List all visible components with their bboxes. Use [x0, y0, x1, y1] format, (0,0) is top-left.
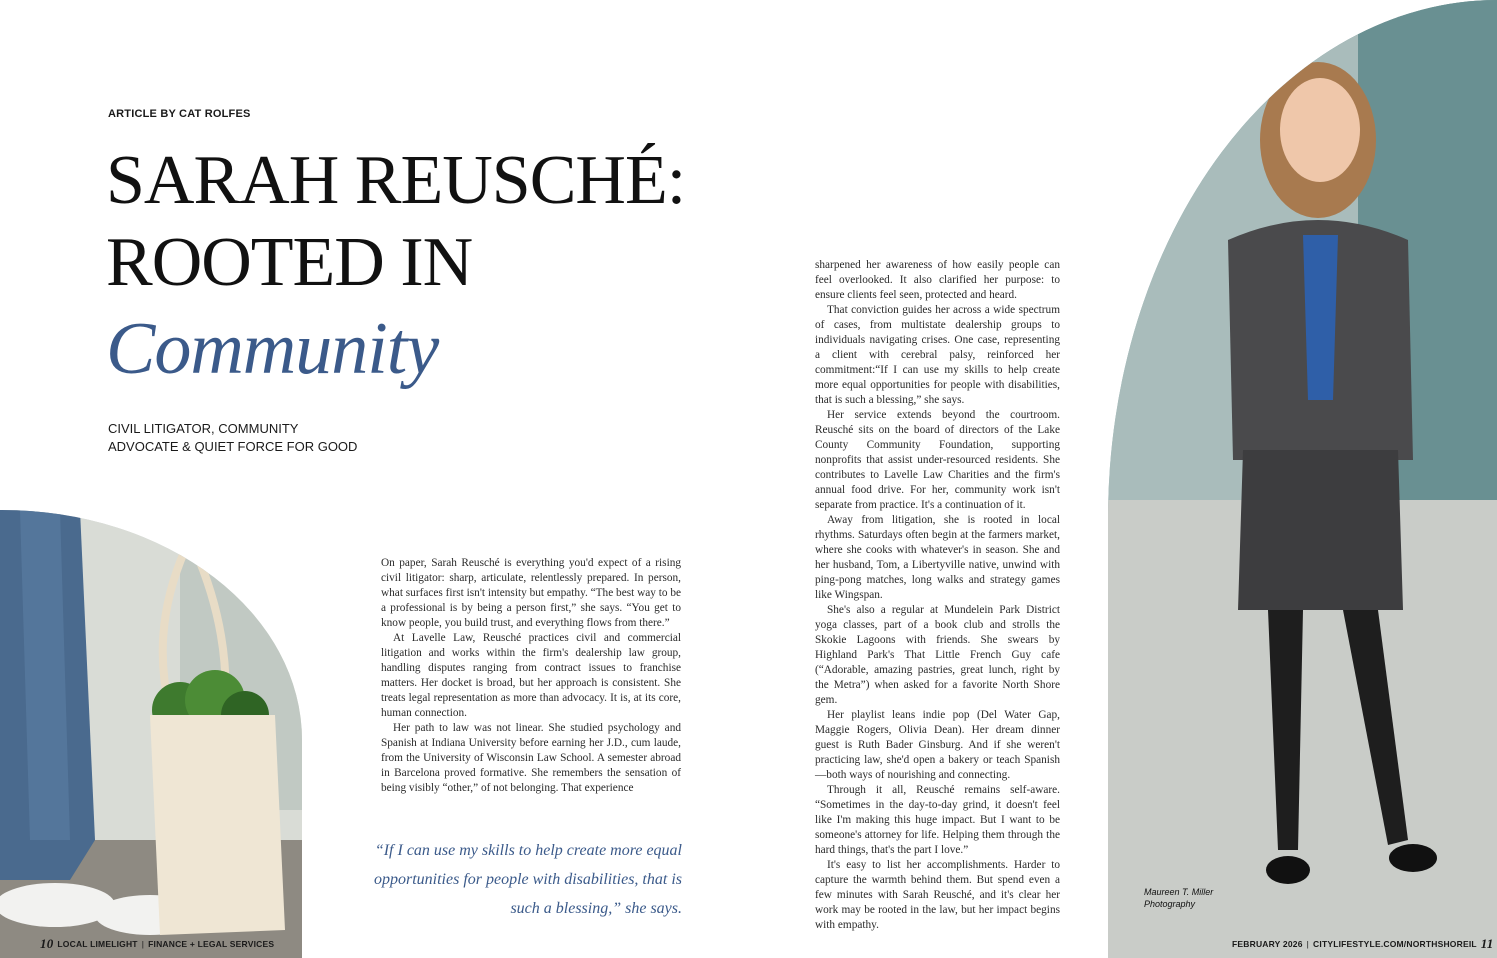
photo-credit	[1144, 886, 1213, 910]
headline-accent: Community	[106, 308, 439, 390]
tote-bag-photo	[0, 510, 302, 958]
body-paragraph: Through it all, Reusché remains self-aware. “Sometimes in the day-to-day grind, it doesn't feel like I'm making this huge impact. But I want to be someone's attorney for life. Helping them through the hard things, that's the part I love.”	[815, 784, 1060, 856]
portrait-illustration	[1108, 0, 1497, 958]
headline	[106, 140, 685, 394]
pull-quote: “If I can use my skills to help create more equal opportunities for people with disabilities, that is such a blessing,” she says.	[373, 842, 682, 917]
body-paragraph: On paper, Sarah Reusché is everything you'd expect of a rising civil litigator: sharp, articulate, relentlessly prepared. In person, what surfaces first isn't intensity but empathy. “The best way to be a professional is by being a person first,” she says. “You get to know people, you build trust, and everything flows from there.”	[381, 557, 681, 629]
deck-line-1: CIVIL LITIGATOR, COMMUNITY	[108, 421, 299, 436]
body-paragraph: sharpened her awareness of how easily people can feel overlooked. It also clarified her purpose: to ensure clients feel seen, protected and heard.	[815, 259, 1060, 301]
folio-category: FINANCE + LEGAL SERVICES	[148, 939, 275, 949]
headline-line-1: SARAH REUSCHÉ:	[106, 142, 686, 219]
deck-line-2: ADVOCATE & QUIET FORCE FOR GOOD	[108, 439, 358, 454]
body-column-2	[815, 258, 1060, 933]
tote-bag-illustration	[0, 510, 302, 958]
body-paragraph: Her service extends beyond the courtroom. Reusché sits on the board of directors of the Lake County Community Foundation, supporting nonprofits that assist under-resourced residents. She contributes to Lavelle Law Charities and the firm's annual food drive. For her, community work isn't separate from practice. It's a continuation of it.	[815, 409, 1060, 511]
folio-separator: |	[1306, 939, 1310, 949]
portrait-photo	[1108, 0, 1497, 958]
body-paragraph: At Lavelle Law, Reusché practices civil and commercial litigation and works within the firm's dealership law group, handling disputes ranging from contract issues to franchise matters. Her docket is broad, but her approach is consistent. She treats legal representation as more than advocacy. It is, at its core, human connection.	[381, 632, 681, 719]
body-paragraph: It's easy to list her accomplishments. Harder to capture the warmth behind them. But spend even a few minutes with Sarah Reusché, and it's clear her work may be rooted in the law, but her impact begins with empathy.	[815, 859, 1060, 931]
folio-left	[40, 936, 274, 952]
body-paragraph: She's also a regular at Mundelein Park District yoga classes, part of a book club and strolls the Skokie Lagoons with friends. She swears by Highland Park's That Little French Guy cafe (“Adorable, amazing pastries, great lunch, right by the Metra”) when asked for a favorite North Shore gem.	[815, 604, 1060, 706]
page-number-right: 11	[1480, 936, 1494, 951]
body-paragraph: That conviction guides her across a wide spectrum of cases, from multistate dealership groups to individuals navigating crises. One case, representing a client with cerebral palsy, reinforced her commitment:“If I can use my skills to help create more equal opportunities for people with disabilities, that is such a blessing,” she says.	[815, 304, 1060, 406]
headline-line-2: ROOTED IN	[106, 224, 473, 301]
byline: ARTICLE BY CAT ROLFES	[108, 108, 251, 120]
folio-section: LOCAL LIMELIGHT	[57, 939, 138, 949]
body-column-1	[381, 556, 681, 796]
folio-url: CITYLIFESTYLE.COM/NORTHSHOREIL	[1313, 939, 1477, 949]
page-number-left: 10	[40, 936, 54, 951]
body-paragraph: Her playlist leans indie pop (Del Water Gap, Maggie Rogers, Olivia Dean). Her dream dinner guest is Ruth Bader Ginsburg. And if she weren't practicing law, she'd open a bakery or teach Spanish—both ways of nourishing and connecting.	[815, 709, 1060, 781]
folio-right	[1232, 936, 1493, 952]
folio-separator: |	[141, 939, 145, 949]
deck-subtitle	[108, 420, 368, 456]
photo-credit-line-1: Maureen T. Miller	[1144, 887, 1214, 897]
body-paragraph: Her path to law was not linear. She studied psychology and Spanish at Indiana University before earning her J.D., cum laude, from the University of Wisconsin Law School. A semester abroad in Barcelona proved formative. She remembers the sensation of being visibly “other,” of not belonging. That experience	[381, 722, 681, 794]
folio-date: FEBRUARY 2026	[1232, 939, 1303, 949]
body-paragraph: Away from litigation, she is rooted in local rhythms. Saturdays often begin at the farmers market, where she cooks with whatever's in season. She and her husband, Tom, a Libertyville native, unwind with ping-pong matches, long walks and strategy games like Wingspan.	[815, 514, 1060, 601]
photo-credit-line-2: Photography	[1144, 899, 1196, 909]
